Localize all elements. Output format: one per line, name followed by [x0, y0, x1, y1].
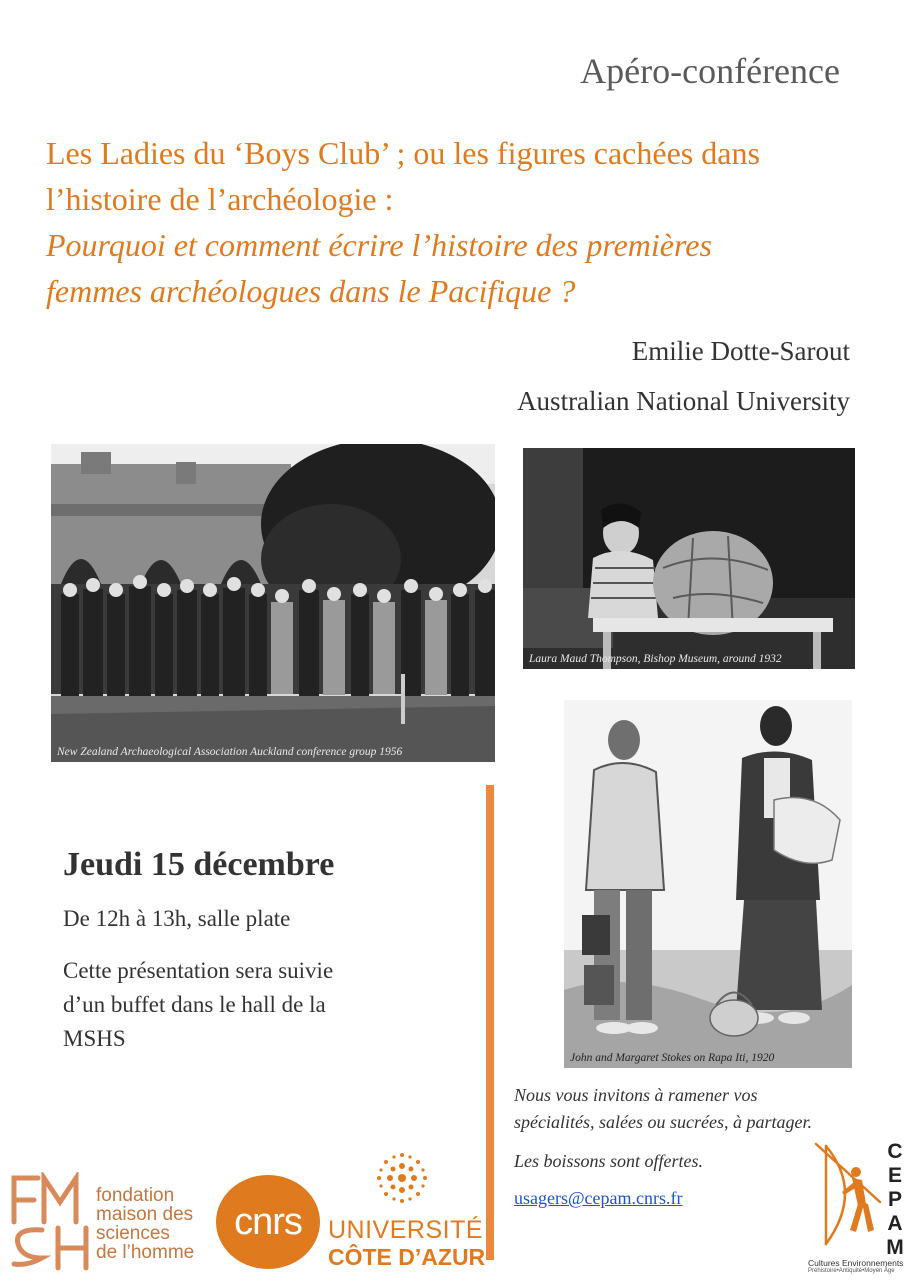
fmsh-logo — [8, 1172, 218, 1272]
cepam-tagline-2: Préhistoire•Antiquité•Moyen Âge — [808, 1268, 895, 1274]
fmsh-monogram-icon — [8, 1172, 94, 1272]
event-info — [63, 954, 443, 1056]
event-time: De 12h à 13h, salle plate — [63, 906, 291, 931]
drinks-note: Les boissons sont offertes. — [514, 1151, 704, 1171]
info-line-2: d’un buffet dans le hall de la — [63, 992, 326, 1017]
info-line-3: MSHS — [63, 1026, 126, 1051]
fmsh-text-line-1: fondation — [96, 1185, 175, 1206]
fmsh-text-line-4: de l’homme — [96, 1242, 195, 1263]
orange-divider — [486, 785, 494, 1260]
cepam-logo — [808, 1140, 906, 1278]
thompson-photo-caption: Laura Maud Thompson, Bishop Museum, around 1932 — [529, 653, 782, 665]
cepam-letter-a: A — [887, 1212, 903, 1235]
stokes-photo — [564, 700, 852, 1068]
invite-line-1: Nous vous invitons à ramener vos — [514, 1085, 758, 1105]
cepam-letter-m: M — [886, 1236, 904, 1259]
invite-text — [514, 1082, 894, 1136]
uca-logo — [326, 1150, 486, 1274]
archer-icon — [812, 1142, 886, 1248]
uca-line-1: UNIVERSITÉ — [328, 1216, 484, 1244]
cnrs-logo — [216, 1175, 320, 1269]
contact-email-link[interactable]: usagers@cepam.cnrs.fr — [514, 1188, 683, 1208]
event-type: Apéro-conférence — [580, 51, 840, 91]
cnrs-logo-text: cnrs — [234, 1200, 302, 1243]
sun-dots-icon — [372, 1150, 432, 1206]
subtitle-line-2: femmes archéologues dans le Pacifique ? — [46, 273, 576, 309]
invite-line-2: spécialités, salées ou sucrées, à partager. — [514, 1112, 812, 1132]
info-line-1: Cette présentation sera suivie — [63, 958, 334, 983]
speaker-affiliation: Australian National University — [517, 386, 850, 416]
cepam-letter-e: E — [887, 1164, 902, 1187]
fmsh-text-line-3: sciences — [96, 1223, 170, 1244]
fmsh-text-line-2: maison des — [96, 1204, 194, 1225]
thompson-photo — [523, 448, 855, 669]
group-photo-caption: New Zealand Archaeological Association Auckland conference group 1956 — [57, 746, 403, 758]
cepam-letters — [884, 1140, 906, 1260]
cepam-letter-c: C — [887, 1140, 903, 1163]
cepam-tagline-1: Cultures Environnements — [808, 1258, 904, 1268]
cepam-letter-p: P — [887, 1188, 902, 1211]
event-date: Jeudi 15 décembre — [63, 846, 335, 883]
uca-line-2: CÔTE D’AZUR — [328, 1244, 486, 1270]
title-line-2: l’histoire de l’archéologie : — [46, 181, 394, 217]
title-line-1: Les Ladies du ‘Boys Club’ ; ou les figures cachées dans — [46, 135, 760, 171]
subtitle-line-1: Pourquoi et comment écrire l’histoire des premières — [46, 227, 712, 263]
group-photo — [51, 444, 495, 762]
stokes-photo-caption: John and Margaret Stokes on Rapa Iti, 1920 — [570, 1052, 775, 1064]
speaker-name: Emilie Dotte-Sarout — [631, 336, 850, 366]
talk-title — [46, 130, 896, 314]
